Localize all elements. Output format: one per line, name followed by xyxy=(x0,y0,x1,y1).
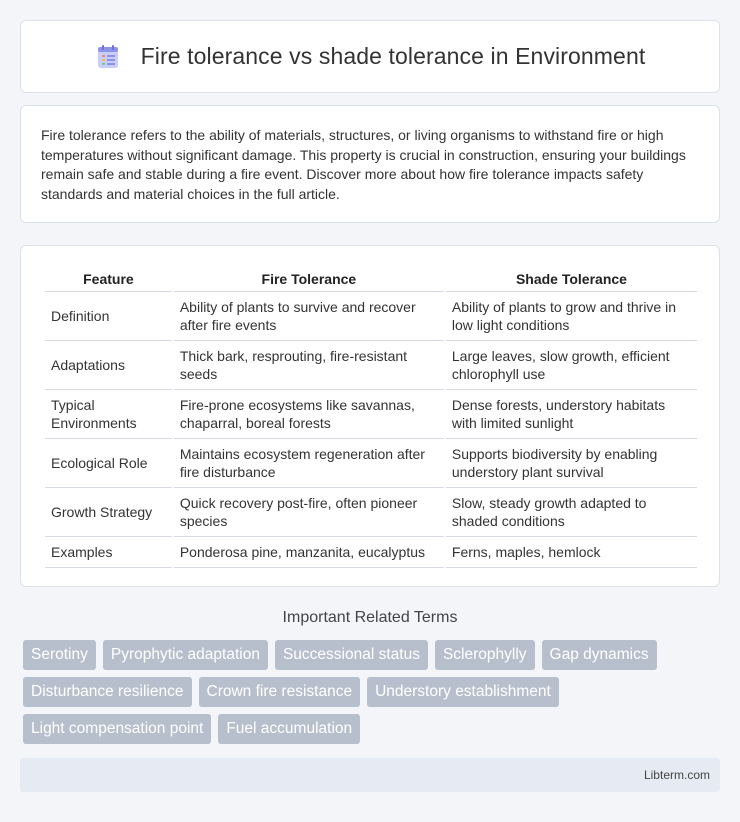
table-row xyxy=(45,537,697,568)
table-row xyxy=(45,341,697,390)
intro-card xyxy=(20,105,720,223)
table-header-fire-tolerance: Fire Tolerance xyxy=(174,266,444,292)
page-title: Fire tolerance vs shade tolerance in Environment xyxy=(140,43,646,69)
footer-site-link[interactable]: Libterm.com xyxy=(643,768,710,782)
comparison-table xyxy=(43,266,699,568)
tag-successional-status[interactable]: Successional status xyxy=(275,640,428,670)
tag-pyrophytic-adaptation[interactable]: Pyrophytic adaptation xyxy=(103,640,268,670)
table-cell-feature: Ecological Role xyxy=(45,439,172,488)
related-terms-list xyxy=(23,640,723,744)
tag-serotiny[interactable]: Serotiny xyxy=(23,640,96,670)
tag-fuel-accumulation[interactable]: Fuel accumulation xyxy=(218,714,360,744)
table-cell-fire: Ability of plants to survive and recover after fire events xyxy=(174,292,444,341)
table-cell-shade: Ferns, maples, hemlock xyxy=(446,537,697,568)
table-cell-fire: Maintains ecosystem regeneration after fire disturbance xyxy=(174,439,444,488)
table-cell-shade: Slow, steady growth adapted to shaded conditions xyxy=(446,488,697,537)
tag-disturbance-resilience[interactable]: Disturbance resilience xyxy=(23,677,192,707)
table-cell-feature: Examples xyxy=(45,537,172,568)
table-cell-feature: Adaptations xyxy=(45,341,172,390)
table-cell-fire: Fire-prone ecosystems like savannas, chaparral, boreal forests xyxy=(174,390,444,439)
table-row xyxy=(45,488,697,537)
table-row xyxy=(45,390,697,439)
footer xyxy=(20,758,720,792)
table-cell-shade: Large leaves, slow growth, efficient chlorophyll use xyxy=(446,341,697,390)
table-cell-feature: Definition xyxy=(45,292,172,341)
tag-light-compensation-point[interactable]: Light compensation point xyxy=(23,714,211,744)
related-terms-title: Important Related Terms xyxy=(282,609,458,626)
tag-sclerophylly[interactable]: Sclerophylly xyxy=(435,640,535,670)
table-cell-feature: Typical Environments xyxy=(45,390,172,439)
table-cell-shade: Ability of plants to grow and thrive in low light conditions xyxy=(446,292,697,341)
tag-crown-fire-resistance[interactable]: Crown fire resistance xyxy=(199,677,361,707)
tag-gap-dynamics[interactable]: Gap dynamics xyxy=(542,640,657,670)
table-header-shade-tolerance: Shade Tolerance xyxy=(446,266,697,292)
table-header-feature: Feature xyxy=(45,266,172,292)
table-cell-shade: Supports biodiversity by enabling understory plant survival xyxy=(446,439,697,488)
intro-text: Fire tolerance refers to the ability of materials, structures, or living organisms to withstand fire or high temperatures without significant damage. This property is crucial in construction, ensuring your buildings remain safe and stable during a fire event. Discover more about how fire tolerance impacts safety standards and material choices in the full article. xyxy=(41,127,686,202)
table-cell-shade: Dense forests, understory habitats with limited sunlight xyxy=(446,390,697,439)
table-cell-fire: Ponderosa pine, manzanita, eucalyptus xyxy=(174,537,444,568)
table-row xyxy=(45,292,697,341)
tag-understory-establishment[interactable]: Understory establishment xyxy=(367,677,559,707)
table-cell-fire: Quick recovery post-fire, often pioneer species xyxy=(174,488,444,537)
table-cell-fire: Thick bark, resprouting, fire-resistant seeds xyxy=(174,341,444,390)
document-list-icon xyxy=(95,44,121,70)
table-row xyxy=(45,439,697,488)
comparison-table-card xyxy=(20,245,720,587)
table-cell-feature: Growth Strategy xyxy=(45,488,172,537)
header-card xyxy=(20,20,720,93)
